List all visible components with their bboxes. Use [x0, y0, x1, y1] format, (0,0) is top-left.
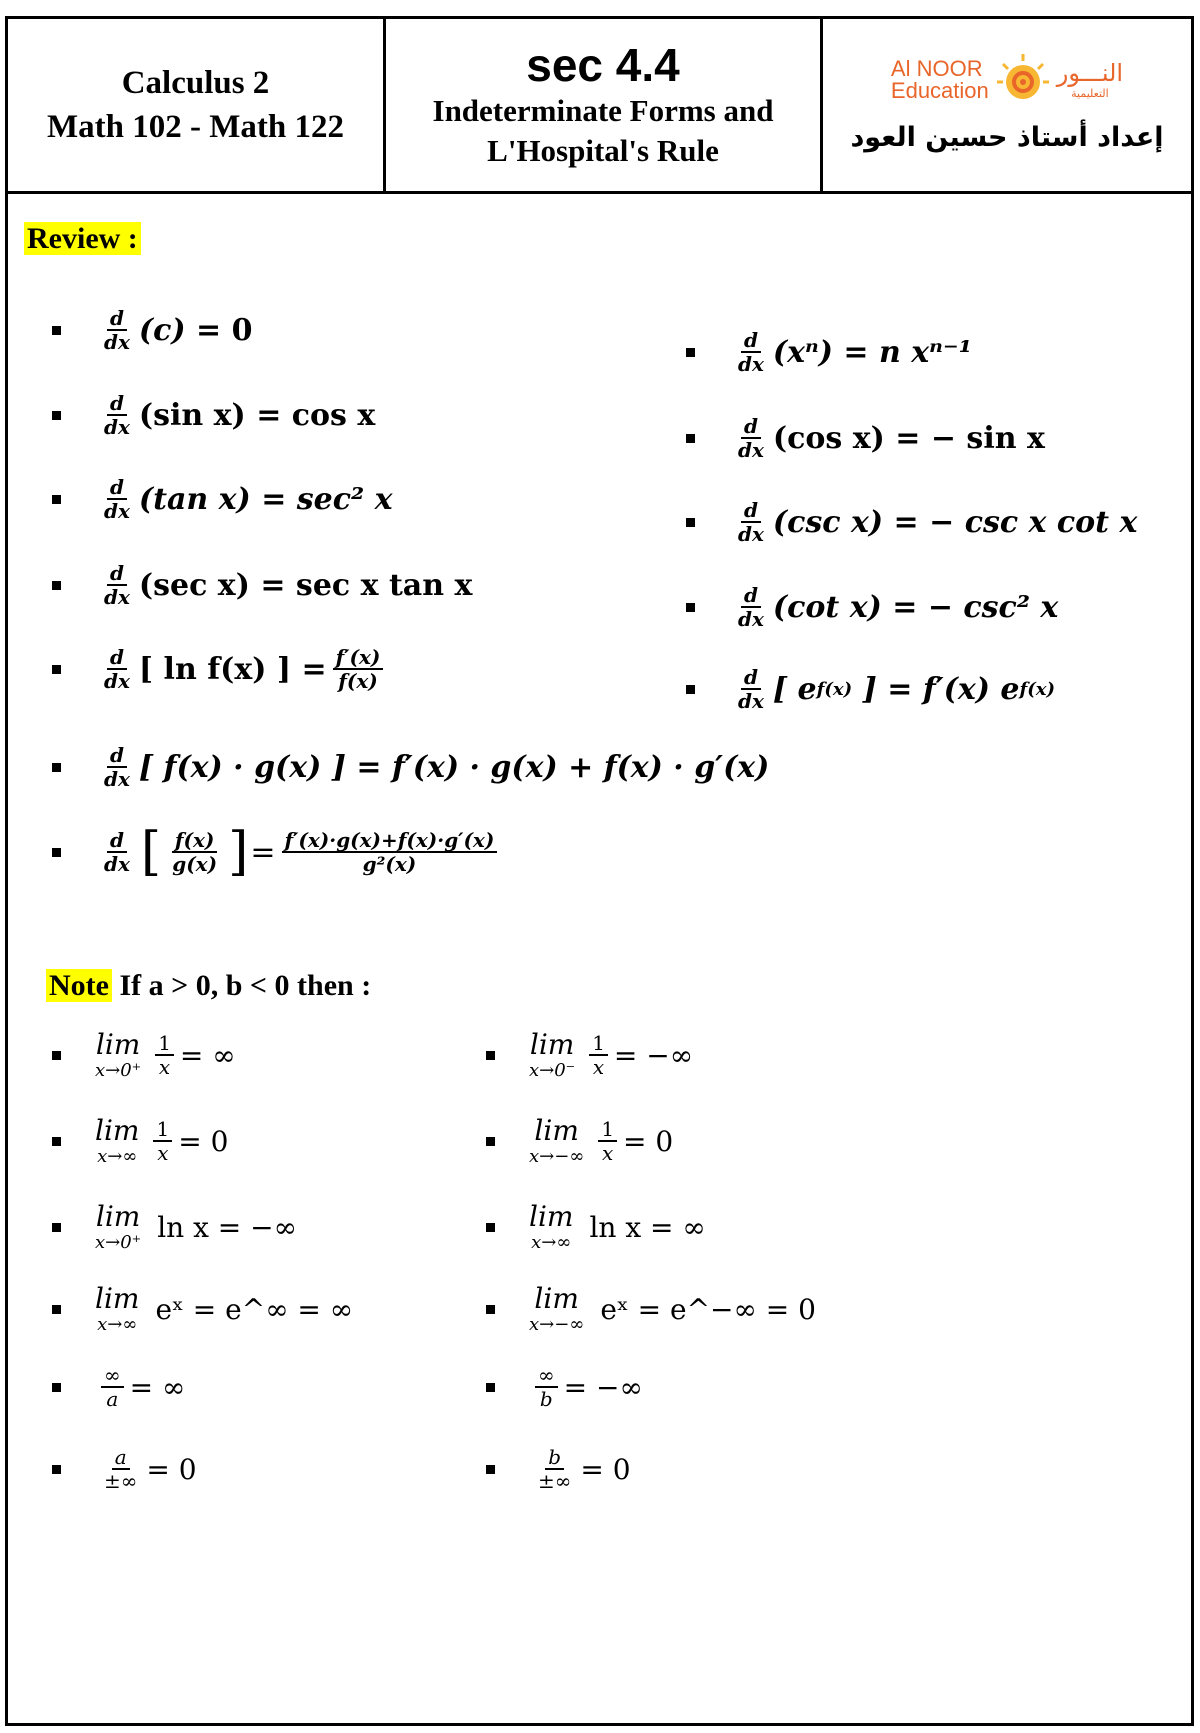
- infinity-fraction: $\frac{\infty}{a}$: [101, 1364, 124, 1411]
- limit-operator: lim x→0⁻: [529, 1028, 576, 1081]
- bullet: [52, 1223, 61, 1232]
- bullet: [52, 411, 61, 420]
- derivative-operator: $\frac{d}{dx}$: [738, 583, 764, 631]
- item-lhs: (c): [138, 313, 186, 348]
- fraction-result: = 0: [580, 1453, 631, 1486]
- derivative-operator: $\frac{d}{dx}$: [104, 645, 130, 693]
- item-rhs: = − csc x cot x: [893, 505, 1138, 540]
- bullet: [686, 434, 695, 443]
- review-item: [686, 329, 972, 376]
- bullet: [52, 1383, 61, 1392]
- item-lhs: (tan x): [138, 482, 251, 517]
- limit-fraction: $\frac{1}{x}$: [155, 1032, 174, 1079]
- right-bracket: ]: [228, 822, 249, 882]
- note-label: Note: [46, 969, 112, 1002]
- fraction-item: [486, 1446, 631, 1493]
- bullet: [486, 1465, 495, 1474]
- review-title: Review :: [24, 222, 141, 255]
- bullet: [686, 348, 695, 357]
- limit-result: = 0: [178, 1124, 229, 1158]
- limit-expression: ln x = −∞: [157, 1210, 297, 1244]
- item-rhs: = − csc² x: [892, 590, 1059, 625]
- topic-line-2: L'Hospital's Rule: [487, 133, 719, 168]
- log-derivative-fraction: $\frac{f'(x)}{f(x)}$: [333, 646, 384, 693]
- bullet: [52, 848, 61, 857]
- review-item: [52, 562, 472, 609]
- limit-operator: lim x→∞: [529, 1200, 574, 1253]
- section-cell: [386, 19, 823, 191]
- review-item: [52, 744, 769, 791]
- limit-item: [486, 1284, 816, 1335]
- item-lhs: (xⁿ): [772, 335, 833, 370]
- limit-operator: lim x→−∞: [529, 1282, 585, 1335]
- limit-fraction: $\frac{1}{x}$: [153, 1118, 172, 1165]
- item-rhs: = n xⁿ⁻¹: [843, 335, 972, 370]
- fraction-item: [52, 1364, 185, 1411]
- review-item: [52, 646, 389, 693]
- review-item: [52, 822, 503, 882]
- bullet: [52, 1305, 61, 1314]
- fraction-result: = ∞: [129, 1371, 186, 1404]
- logo-cell: [823, 19, 1191, 191]
- bullet: [486, 1137, 495, 1146]
- limit-item: [52, 1116, 228, 1167]
- bullet: [486, 1051, 495, 1060]
- bullet: [52, 763, 61, 772]
- course-cell: [8, 19, 386, 191]
- logo-ar-main: النـــور: [1056, 59, 1124, 87]
- bullet: [52, 1137, 61, 1146]
- section-number: sec 4.4: [526, 39, 680, 91]
- logo-en-line-2: Education: [890, 77, 989, 103]
- limit-expression: ln x = ∞: [589, 1210, 706, 1244]
- derivative-operator: $\frac{d}{dx}$: [104, 743, 130, 791]
- item-rhs: ] = f′(x) e: [862, 672, 1020, 707]
- infinity-fraction: $\frac{\infty}{b}$: [535, 1364, 558, 1411]
- derivative-operator: $\frac{d}{dx}$: [104, 475, 130, 523]
- review-item: [686, 666, 1055, 713]
- derivative-operator: $\frac{d}{dx}$: [738, 665, 764, 713]
- derivative-operator: $\frac{d}{dx}$: [738, 328, 764, 376]
- bullet: [486, 1223, 495, 1232]
- bullet: [52, 326, 61, 335]
- item-rhs: = sec x tan x: [260, 568, 473, 603]
- left-bracket: [: [140, 822, 162, 882]
- quotient-rule-result: $\frac{f'(x)\cdot g(x)+f(x)\cdot g'(x)}{\text{g²(x)}}$: [282, 829, 498, 876]
- header: [8, 19, 1191, 194]
- item-lhs: [ e: [772, 672, 817, 707]
- item-rhs: = sec² x: [261, 482, 393, 517]
- bullet: [52, 665, 61, 674]
- derivative-operator: $\frac{d}{dx}$: [738, 414, 764, 462]
- item-rhs: = − sin x: [895, 421, 1045, 456]
- limit-expression: eˣ = e^−∞ = 0: [600, 1292, 816, 1326]
- course-codes: Math 102 - Math 122: [47, 109, 344, 145]
- note-text: If a > 0, b < 0 then :: [119, 969, 372, 1002]
- bullet: [486, 1305, 495, 1314]
- bullet: [486, 1383, 495, 1392]
- bullet: [52, 1465, 61, 1474]
- fraction-result: = −∞: [563, 1371, 643, 1404]
- bullet: [52, 581, 61, 590]
- logo-arabic: [1057, 59, 1123, 100]
- limit-item: [52, 1284, 353, 1335]
- review-heading: [24, 222, 141, 256]
- derivative-operator: $\frac{d}{dx}$: [104, 306, 130, 354]
- equals: =: [250, 834, 276, 870]
- review-item: [52, 476, 393, 523]
- item-lhs: (cot x): [772, 590, 882, 625]
- limit-operator: lim x→∞: [95, 1282, 140, 1335]
- limit-fraction: $\frac{1}{x}$: [598, 1118, 617, 1165]
- limit-item: [486, 1202, 706, 1253]
- limit-result: = −∞: [613, 1038, 694, 1072]
- exponent: f(x): [1019, 679, 1055, 700]
- exponent: f(x): [816, 679, 853, 700]
- limit-result: = ∞: [179, 1038, 236, 1072]
- fraction-item: [52, 1446, 197, 1493]
- review-item: [52, 392, 375, 439]
- product-rule: [ f(x) · g(x) ] = f′(x) · g(x) + f(x) · g′(x): [138, 750, 770, 785]
- bullet: [686, 518, 695, 527]
- note-heading: [46, 969, 371, 1003]
- page-frame: [5, 16, 1194, 1726]
- zero-fraction: $\frac{a}{\pm\infty}$: [104, 1445, 138, 1493]
- derivative-operator: $\frac{d}{dx}$: [104, 391, 130, 439]
- sun-swirl-icon: [995, 52, 1051, 108]
- limit-operator: lim x→∞: [95, 1114, 140, 1167]
- review-item: [686, 584, 1058, 631]
- limit-operator: lim x→−∞: [529, 1114, 585, 1167]
- review-item: [686, 499, 1137, 546]
- item-lhs: (csc x): [772, 505, 884, 540]
- item-lhs: (sec x): [138, 568, 250, 603]
- item-lhs: [ ln f(x) ] =: [138, 652, 327, 687]
- limit-item: [52, 1202, 297, 1253]
- bullet: [686, 685, 695, 694]
- limit-item: [486, 1030, 693, 1081]
- logo-english: [890, 55, 989, 103]
- course-title: Calculus 2: [121, 65, 270, 101]
- limit-fraction: $\frac{1}{x}$: [589, 1032, 608, 1079]
- derivative-operator: $\frac{d}{dx}$: [104, 827, 130, 876]
- quotient-fraction: $\frac{f(x)}{g(x)}$: [172, 827, 218, 876]
- item-rhs: = 0: [196, 313, 253, 348]
- bullet: [686, 603, 695, 612]
- topic-line-1: Indeterminate Forms and: [432, 93, 774, 128]
- fraction-result: = 0: [146, 1453, 197, 1486]
- derivative-operator: $\frac{d}{dx}$: [104, 561, 130, 609]
- limit-item: [52, 1030, 236, 1081]
- logo: [891, 52, 1123, 108]
- limit-result: = 0: [623, 1124, 674, 1158]
- zero-fraction: $\frac{b}{\pm\infty}$: [538, 1445, 572, 1493]
- item-lhs: (sin x): [138, 398, 246, 433]
- item-lhs: (cos x): [772, 421, 885, 456]
- logo-ar-sub: التعليمية: [1071, 87, 1109, 100]
- limit-operator: lim x→0⁺: [95, 1028, 142, 1081]
- derivative-operator: $\frac{d}{dx}$: [738, 498, 764, 546]
- bullet: [52, 1051, 61, 1060]
- limit-item: [486, 1116, 673, 1167]
- author: إعداد أستاذ حسين العود: [850, 121, 1164, 153]
- fraction-item: [486, 1364, 643, 1411]
- logo-en-line-1: Al NOOR: [890, 55, 983, 81]
- review-item: [686, 415, 1045, 462]
- limit-expression: eˣ = e^∞ = ∞: [155, 1292, 354, 1326]
- limit-operator: lim x→0⁺: [95, 1200, 142, 1253]
- review-item: [52, 307, 253, 354]
- bullet: [52, 495, 61, 504]
- item-rhs: = cos x: [256, 398, 376, 433]
